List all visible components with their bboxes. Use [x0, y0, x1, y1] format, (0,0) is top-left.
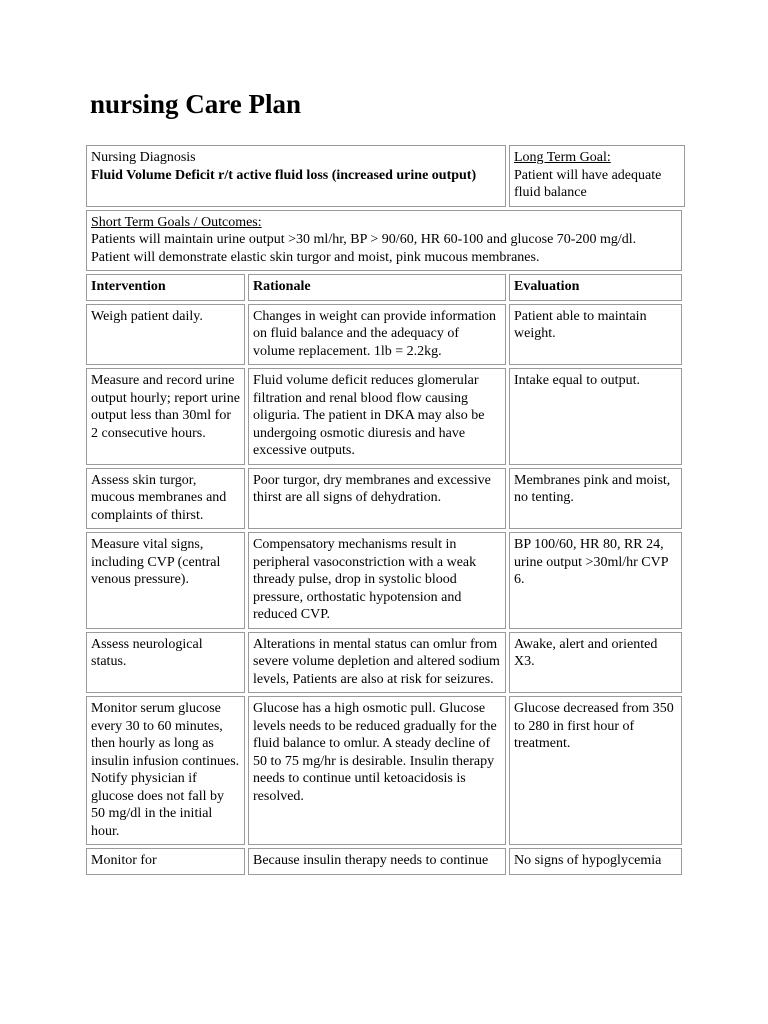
rationale-cell: Changes in weight can provide information on fluid balance and the adequacy of volume replacement. 1lb = 2.2kg.	[248, 304, 506, 366]
intervention-cell: Measure vital signs, including CVP (central venous pressure).	[86, 532, 245, 629]
rationale-cell: Compensatory mechanisms result in peripheral vasoconstriction with a weak thready pulse, drop in systolic blood pressure, orthostatic hypotension and reduced CVP.	[248, 532, 506, 629]
evaluation-cell: BP 100/60, HR 80, RR 24, urine output >30ml/hr CVP 6.	[509, 532, 682, 629]
table-row	[86, 532, 682, 629]
diagnosis-cell	[86, 145, 506, 207]
table-row	[86, 696, 682, 845]
column-header-intervention: Intervention	[86, 274, 245, 301]
page-title: nursing Care Plan	[90, 89, 302, 119]
short-term-goals-cell	[86, 210, 682, 272]
diagnosis-table	[83, 142, 688, 210]
long-term-goal-label: Long Term Goal:	[514, 150, 611, 165]
column-header-rationale: Rationale	[248, 274, 506, 301]
intervention-cell: Monitor serum glucose every 30 to 60 minutes, then hourly as long as insulin infusion continues. Notify physician if glucose does not fall by 50 mg/dl in the initial hour.	[86, 696, 245, 845]
table-row	[86, 632, 682, 694]
short-term-goal-line: Patient will demonstrate elastic skin turgor and moist, pink mucous membranes.	[91, 249, 540, 265]
table-row	[86, 468, 682, 530]
care-plan-table	[83, 142, 685, 878]
evaluation-cell: Membranes pink and moist, no tenting.	[509, 468, 682, 530]
column-header-row	[86, 274, 682, 301]
evaluation-cell: Glucose decreased from 350 to 280 in first hour of treatment.	[509, 696, 682, 845]
short-term-goal-line: Patients will maintain urine output >30 ml/hr, BP > 90/60, HR 60-100 and glucose 70-200 mg/dl.	[91, 232, 637, 247]
evaluation-cell: Awake, alert and oriented X3.	[509, 632, 682, 694]
intervention-cell: Assess skin turgor, mucous membranes and complaints of thirst.	[86, 468, 245, 530]
table-row	[86, 848, 682, 875]
intervention-cell: Weigh patient daily.	[86, 304, 245, 366]
long-term-goal-text: Patient will have adequate fluid balance	[514, 167, 662, 200]
table-row	[86, 304, 682, 366]
evaluation-cell: Patient able to maintain weight.	[509, 304, 682, 366]
rationale-cell: Alterations in mental status can omlur from severe volume depletion and altered sodium levels, Patients are also at risk for seizures.	[248, 632, 506, 694]
evaluation-cell: No signs of hypoglycemia	[509, 848, 682, 875]
diagnosis-label: Nursing Diagnosis	[91, 150, 196, 165]
short-term-goals-label: Short Term Goals / Outcomes:	[91, 214, 262, 230]
intervention-cell: Measure and record urine output hourly; report urine output less than 30ml for 2 consecutive hours.	[86, 368, 245, 465]
rationale-cell: Because insulin therapy needs to continue	[248, 848, 506, 875]
rationale-cell: Fluid volume deficit reduces glomerular filtration and renal blood flow causing oliguria. The patient in DKA may also be undergoing osmotic diuresis and have excessive outputs.	[248, 368, 506, 465]
rationale-cell: Glucose has a high osmotic pull. Glucose levels needs to be reduced gradually for the fluid balance to omlur. A steady decline of 50 to 75 mg/hr is desirable. Insulin therapy needs to continue until ketoacidosis is resolved.	[248, 696, 506, 845]
intervention-cell: Assess neurological status.	[86, 632, 245, 694]
evaluation-cell: Intake equal to output.	[509, 368, 682, 465]
rationale-cell: Poor turgor, dry membranes and excessive thirst are all signs of dehydration.	[248, 468, 506, 530]
diagnosis-text: Fluid Volume Deficit r/t active fluid loss (increased urine output)	[91, 167, 477, 183]
long-term-goal-cell	[509, 145, 685, 207]
short-term-goals-table	[83, 207, 685, 275]
interventions-table	[83, 271, 685, 878]
table-row	[86, 368, 682, 465]
intervention-cell: Monitor for	[86, 848, 245, 875]
column-header-evaluation: Evaluation	[509, 274, 682, 301]
